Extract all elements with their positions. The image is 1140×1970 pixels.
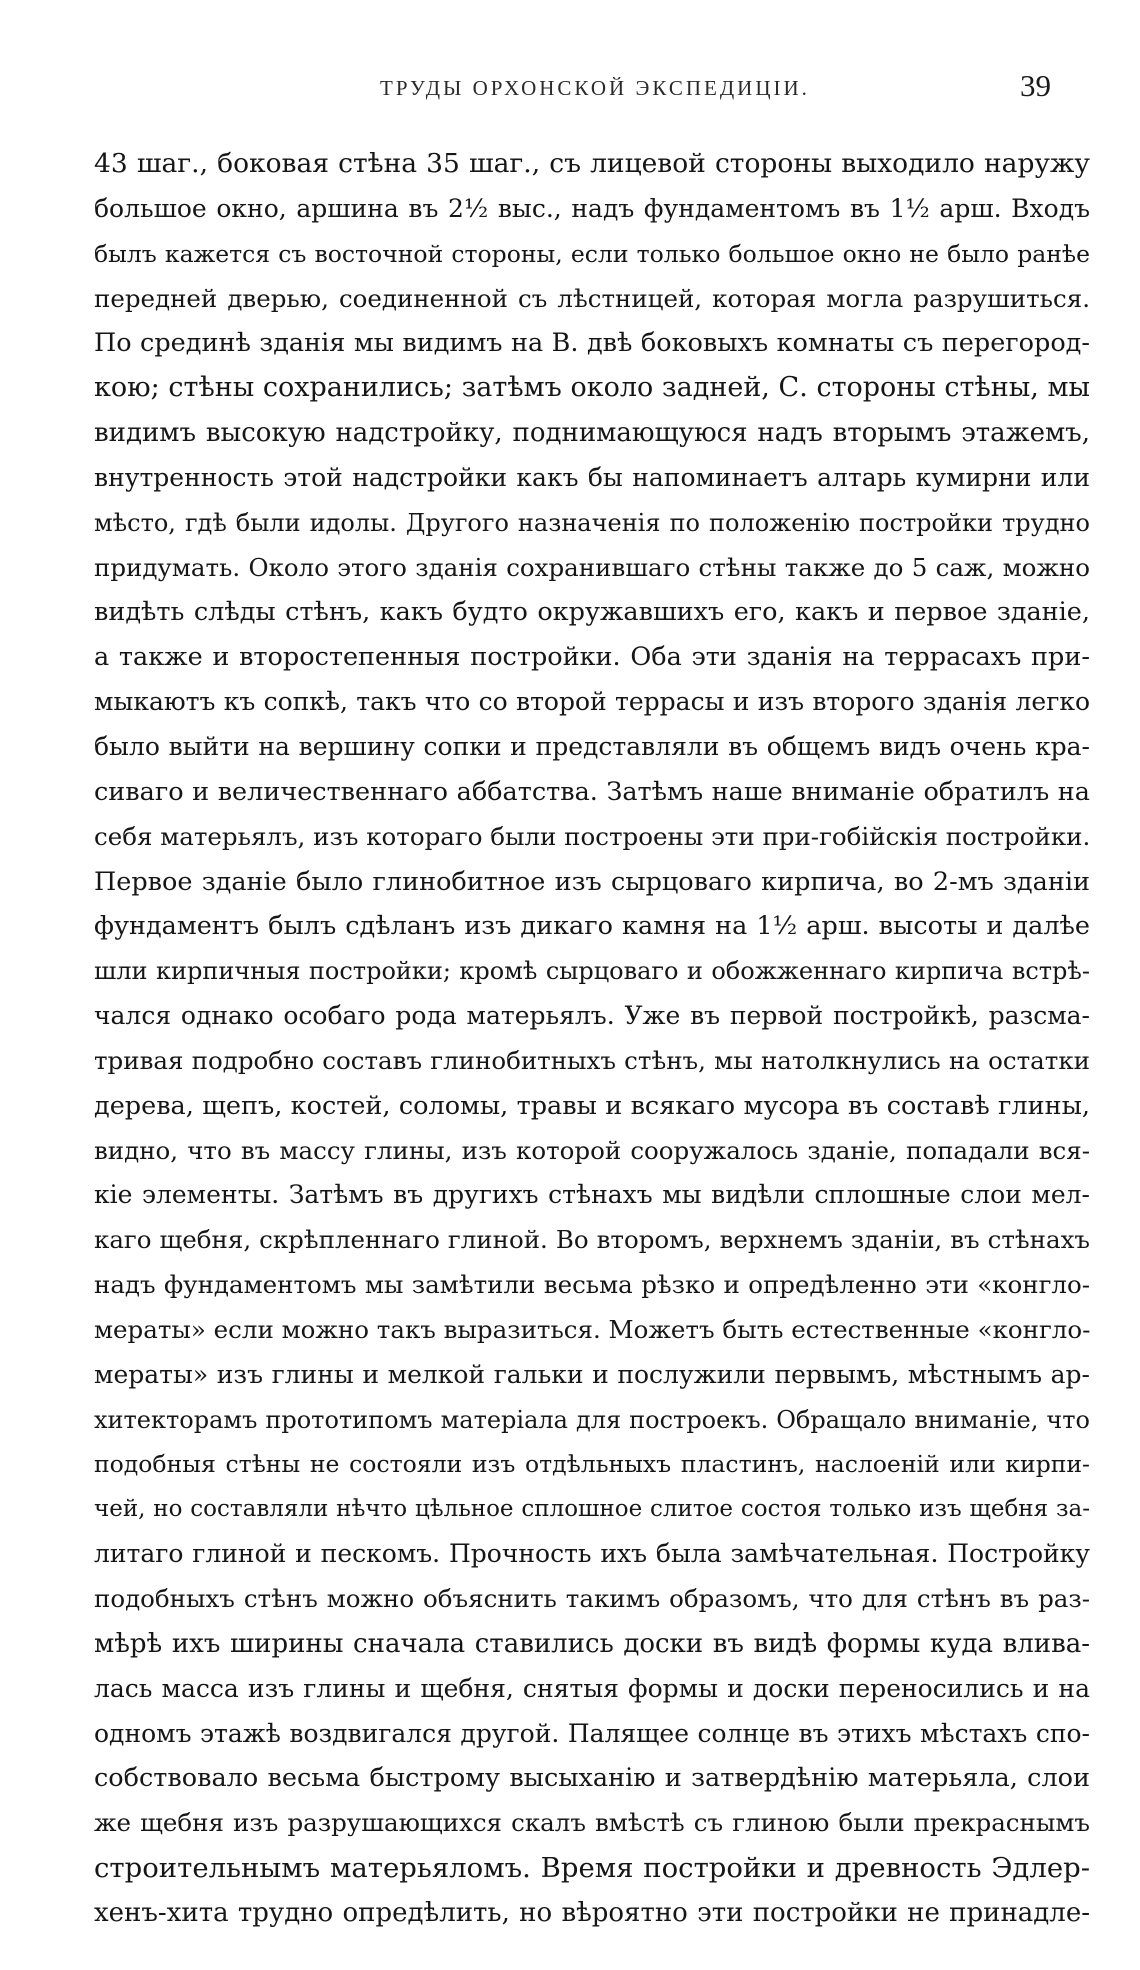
text-line: же щебня изъ разрушающихся скалъ вмѣстѣ съ глиною были прекраснымъ xyxy=(94,1808,1090,1838)
text-line: большое окно, аршина въ 2½ выс., надъ фундаментомъ въ 1½ арш. Входъ xyxy=(94,193,1090,223)
text-line: каго щебня, скрѣпленнаго глиной. Во второмъ, верхнемъ зданіи, въ стѣнахъ xyxy=(94,1225,1090,1255)
text-line: одномъ этажѣ воздвигался другой. Палящее солнце въ этихъ мѣстахъ спо- xyxy=(94,1718,1090,1748)
text-line: мѣсто, гдѣ были идолы. Другого назначенія по положенію постройки трудно xyxy=(94,508,1090,537)
text-line: строительнымъ матерьяломъ. Время постройки и древность Эдлер- xyxy=(94,1852,1090,1885)
text-line: мыкаютъ къ сопкѣ, такъ что со второй террасы и изъ второго зданія легко xyxy=(94,687,1090,717)
text-line: чался однако особаго рода матерьялъ. Уже въ первой постройкѣ, разсма- xyxy=(94,1001,1090,1031)
text-line: былъ кажется съ восточной стороны, если только большое окно не было ранѣе xyxy=(94,239,1090,268)
text-line: собствовало весьма быстрому высыханію и затвердѣнію матерьяла, слои xyxy=(94,1763,1090,1794)
text-line: видимъ высокую надстройку, поднимающуюся надъ вторымъ этажемъ, xyxy=(94,418,1090,449)
text-line: себя матерьялъ, изъ котораго были построены эти при-гобійскія постройки. xyxy=(94,821,1091,851)
text-line: Первое зданіе было глинобитное изъ сырцоваго кирпича, во 2-мъ зданіи xyxy=(94,866,1090,897)
running-header-title: ТРУДЫ ОРХОНСКОЙ ЭКСПЕДИЦІИ. xyxy=(380,76,810,100)
text-line: лась масса изъ глины и щебня, снятыя формы и доски переносились и на xyxy=(94,1673,1090,1703)
text-line: кіе элементы. Затѣмъ въ другихъ стѣнахъ мы видѣли сплошные слои мел- xyxy=(94,1180,1090,1210)
text-line: шли кирпичныя постройки; кромѣ сырцоваго и обожженнаго кирпича встрѣ- xyxy=(94,957,1090,986)
text-line: сиваго и величественнаго аббатства. Затѣмъ наше вниманіе обратилъ на xyxy=(94,776,1090,807)
text-line: мераты» если можно такъ выразиться. Можетъ быть естественные «конгло- xyxy=(94,1314,1091,1344)
text-line: а также и второстепенныя постройки. Оба эти зданія на террасахъ при- xyxy=(94,642,1090,673)
text-line: было выйти на вершину сопки и представляли въ общемъ видъ очень кра- xyxy=(94,731,1090,761)
text-line: хитекторамъ прототипомъ матеріала для построекъ. Обращало вниманіе, что xyxy=(94,1405,1090,1434)
text-line: надъ фундаментомъ мы замѣтили весьма рѣзко и опредѣленно эти «конгло- xyxy=(94,1270,1090,1300)
text-line: видѣть слѣды стѣнъ, какъ будто окружавшихъ его, какъ и первое зданіе, xyxy=(94,597,1090,628)
text-line: По срединѣ зданія мы видимъ на В. двѣ боковыхъ комнаты съ перегород- xyxy=(94,328,1090,359)
text-line: внутренность этой надстройки какъ бы напоминаетъ алтарь кумирни или xyxy=(94,462,1090,492)
text-line: чей, но составляли нѣчто цѣльное сплошное слитое состоя только изъ щебня за- xyxy=(94,1496,1090,1523)
text-line: тривая подробно составъ глинобитныхъ стѣнъ, мы натолкнулись на остатки xyxy=(94,1045,1090,1075)
page-number: 39 xyxy=(1020,68,1051,103)
text-line: видно, что въ массу глины, изъ которой сооружалось зданіе, попадали вся- xyxy=(94,1135,1090,1165)
text-line: хенъ-хита трудно опредѣлить, но вѣроятно эти постройки не принадле- xyxy=(94,1897,1090,1928)
text-line: фундаментъ былъ сдѣланъ изъ дикаго камня на 1½ арш. высоты и далѣе xyxy=(94,911,1090,942)
text-line: мераты» изъ глины и мелкой гальки и послужили первымъ, мѣстнымъ ар- xyxy=(94,1359,1090,1389)
text-line: придумать. Около этого зданія сохранившаго стѣны также до 5 саж, можно xyxy=(94,552,1090,582)
text-line: кою; стѣны сохранились; затѣмъ около задней, С. стороны стѣны, мы xyxy=(94,372,1090,404)
text-line: дерева, щепъ, костей, соломы, травы и всякаго мусора въ составѣ глины, xyxy=(94,1090,1090,1121)
text-line: передней дверью, соединенной съ лѣстницей, которая могла разрушиться. xyxy=(94,283,1090,313)
text-line: 43 шаг., боковая стѣна 35 шаг., съ лицевой стороны выходило наружу xyxy=(94,148,1090,179)
text-line: литаго глиной и пескомъ. Прочность ихъ была замѣчательная. Постройку xyxy=(94,1539,1090,1569)
text-line: подобныя стѣны не состояли изъ отдѣльныхъ пластинъ, наслоеній или кирпи- xyxy=(94,1450,1090,1479)
text-line: подобныхъ стѣнъ можно объяснить такимъ образомъ, что для стѣнъ въ раз- xyxy=(94,1584,1090,1613)
text-line: мѣрѣ ихъ ширины сначала ставились доски въ видѣ формы куда влива- xyxy=(94,1628,1090,1659)
body-text xyxy=(94,142,1090,1936)
